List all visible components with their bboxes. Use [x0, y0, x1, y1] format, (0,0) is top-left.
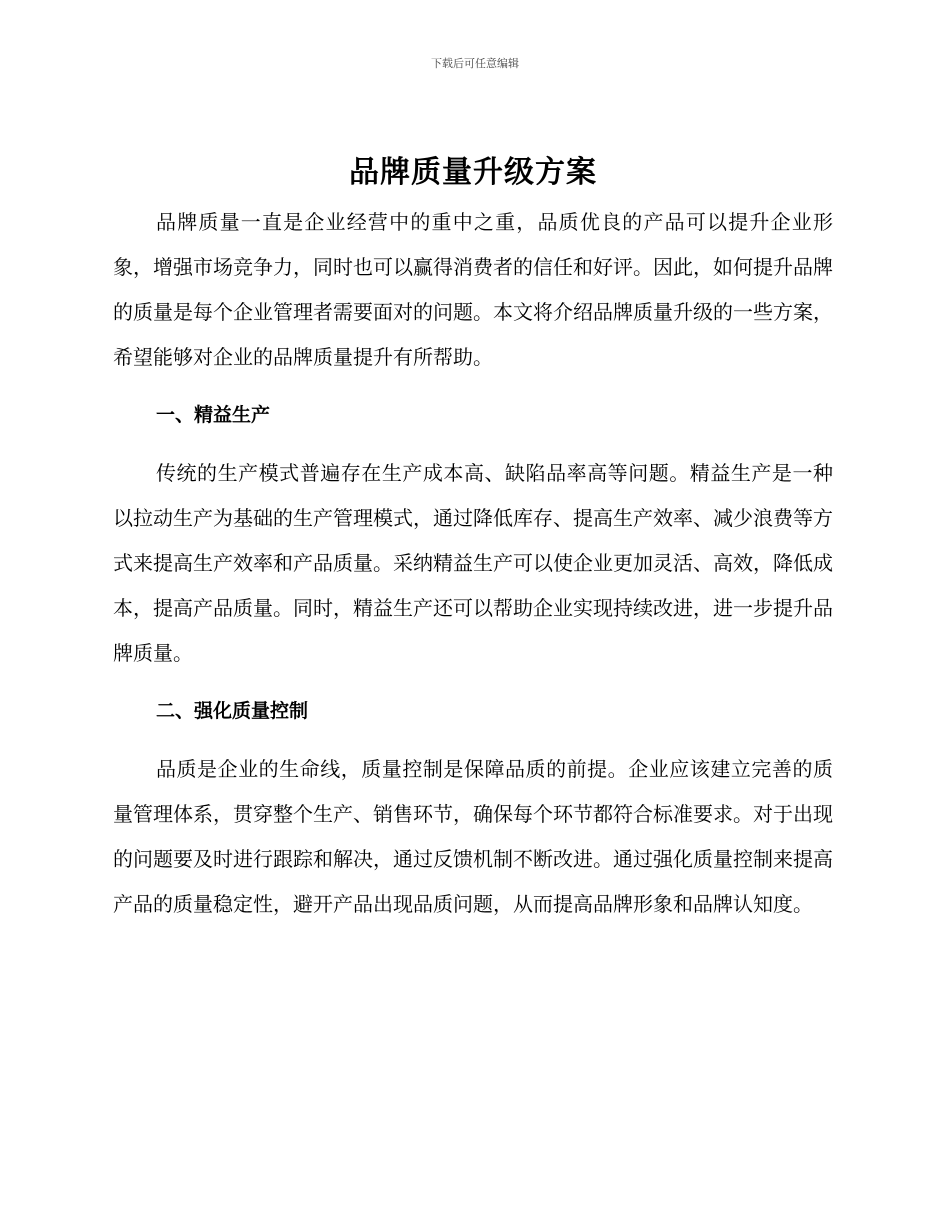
- section-body-quality-control: 品质是企业的生命线，质量控制是保障品质的前提。企业应该建立完善的质量管理体系，贯穿整个生产、销售环节，确保每个环节都符合标准要求。对于出现的问题要及时进行跟踪和解决，通过反馈机制不断改进。通过强化质量控制来提高产品的质量稳定性，避开产品出现品质问题，从而提高品牌形象和品牌认知度。: [113, 757, 833, 916]
- page-header-note: 下载后可任意编辑: [431, 57, 519, 70]
- section-heading-quality-control: 二、强化质量控制: [156, 700, 309, 722]
- intro-paragraph: 品牌质量一直是企业经营中的重中之重，品质优良的产品可以提升企业形象，增强市场竞争力，同时也可以赢得消费者的信任和好评。因此，如何提升品牌的质量是每个企业管理者需要面对的问题。本文将介绍品牌质量升级的一些方案，希望能够对企业的品牌质量提升有所帮助。: [113, 210, 833, 369]
- document-content: [113, 150, 833, 927]
- section-body-lean-production: 传统的生产模式普遍存在生产成本高、缺陷品率高等问题。精益生产是一种以拉动生产为基础的生产管理模式，通过降低库存、提高生产效率、减少浪费等方式来提高生产效率和产品质量。采纳精益生产可以使企业更加灵活、高效，降低成本，提高产品质量。同时，精益生产还可以帮助企业实现持续改进，进一步提升品牌质量。: [113, 461, 833, 665]
- section-heading-lean-production: 一、精益生产: [156, 404, 271, 426]
- document-title: 品牌质量升级方案: [349, 155, 597, 190]
